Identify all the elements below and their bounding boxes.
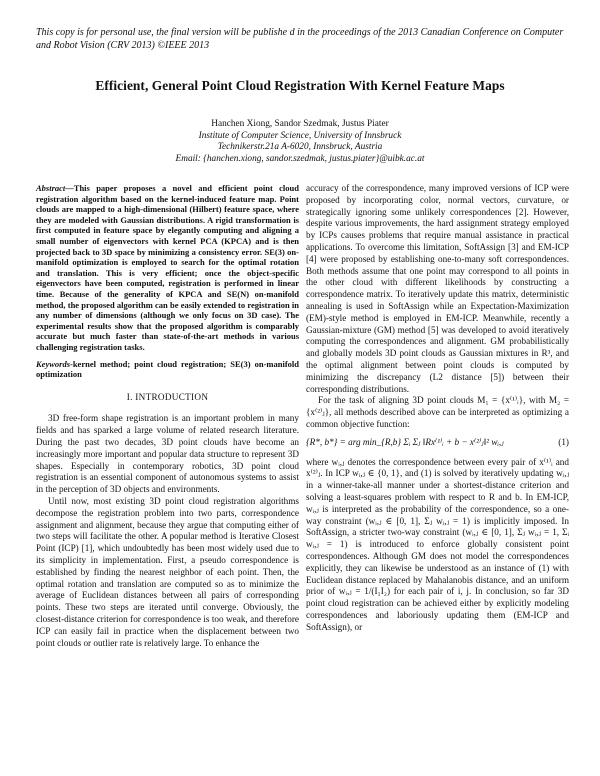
author-names: Hanchen Xiong, Sandor Szedmak, Justus Piater: [211, 119, 389, 129]
author-address: Technikerstr.21a A-6020, Innsbruck, Austria: [217, 142, 383, 153]
right-column: [306, 183, 569, 633]
keywords: [36, 359, 299, 380]
copyright-notice: This copy is for personal use, the final version will be publishe d in the proceedings of the 2013 Canadian Conference on Computer and Robot Vision (CRV 2013) ©IEEE 2013: [36, 27, 564, 51]
keywords-text: -kernel method; point cloud registration; SE(3) on-manifold optimization: [36, 358, 299, 380]
section-heading-introduction: I. INTRODUCTION: [126, 391, 209, 402]
left-column: [36, 183, 299, 649]
paragraph: where wᵢ,ⱼ denotes the correspondence between every pair of x⁽¹⁾ᵢ and x⁽²⁾ⱼ. In ICP wᵢ,ⱼ ∈ {0, 1}, and (1) is solved by iteratively updating wᵢ,ⱼ in a winner-take-all manner under a shortest-distance criterion and solving a least-squares problem with respect to R and b. In EM-ICP, wᵢ,ⱼ is interpreted as the probability of the correspondence, so a one-way constraint (wᵢ,ⱼ ∈ [0, 1], Σⱼ wᵢ,ⱼ = 1) is implicitly imposed. In SoftAssign, a stricter two-way constraint (wᵢ,ⱼ ∈ [0, 1], Σⱼ wᵢ,ⱼ = 1, Σᵢ wᵢ,ⱼ = 1) is introduced to enforce globally consistent point correspondences. Although GM does not model the correspondences explicitly, they can likewise be understood as an instance of (1) with Euclidean distance replaced by Mahalanobis distance, and an uniform prior of wᵢ,ⱼ = 1/(I₁I₂) for each pair of i, j. In conclusion, so far 3D point cloud registration can be achieved either by explicitly modeling correspondences and laboriously updating them (EM-ICP and SoftAssign), or: [306, 456, 569, 632]
author-email: Email: {hanchen.xiong, sandor.szedmak, justus.piater}@uibk.ac.at: [175, 154, 425, 165]
abstract: [36, 183, 299, 353]
equation-body: {R*, b*} = arg min_{R,b} Σᵢ Σⱼ ‖Rx⁽¹⁾ᵢ + b − x⁽²⁾ⱼ‖² wᵢ,ⱼ: [306, 436, 504, 447]
paragraph: For the task of aligning 3D point clouds M₁ = {x⁽¹⁾ᵢ}, with M₂ = {x⁽²⁾ⱼ}, all methods described above can be interpreted as optimizing a common objective function:: [306, 395, 569, 429]
abstract-text: —This paper proposes a novel and efficient point cloud registration algorithm based on the kernel-induced feature map. Point clouds are mapped to a high-dimensional (Hilbert) feature space, where they are modeled with Gaussian distributions. A rigid transformation is first computed in feature space by elegantly computing and aligning a small number of eigenvectors with kernel PCA (KPCA) and is then projected back to 3D space by minimizing a consistency error. SE(3) on-manifold optimization is employed to search for the optimal rotation and translation. This is very efficient; once the object-specific eigenvectors have been computed, registration is performed in linear time. Because of the generality of KPCA and SE(N) on-manifold method, the proposed algorithm can be easily extended to registration in any number of dimensions (although we only focus on 3D case). The experimental results show that the proposed algorithm is comparably accurate but much faster than state-of-the-art methods in various challenging registration tasks.: [36, 183, 299, 352]
author-block: [0, 119, 600, 166]
author-institute: Institute of Computer Science, University of Innsbruck: [198, 130, 402, 141]
paragraph: Until now, most existing 3D point cloud registration algorithms decompose the registration problem into two parts, correspondence assignment and alignment, because they argue that computing either of two steps will facilitate the other. A popular method is Iterative Closest Point (ICP) [1], which undoubtedly has been most widely used due to its simplicity in implementation. First, a pseudo correspondence is established by finding the nearest neighbor of each point. Then, the optimal rotation and translation are computed so as to minimize the average of Euclidean distances between all pairs of corresponding points. These two steps are iterated until converge. Obviously, the closest-distance criterion for correspondence is too weak, and therefore ICP can easily fail in practice when the displacement between two point clouds or outlier rate is relatively large. To enhance the: [36, 496, 299, 648]
paper-title: Efficient, General Point Cloud Registration With Kernel Feature Maps: [95, 78, 505, 93]
equation-1: [306, 437, 569, 449]
abstract-lead: Abstract: [36, 183, 66, 193]
equation-number: (1): [558, 436, 569, 447]
paragraph: 3D free-form shape registration is an important problem in many fields and has sparked a large volume of related research literature. During the past two decades, 3D point clouds have become an increasingly more important and popular data structure to represent 3D shapes. Especially in contemporary robotics, 3D point cloud registration is an essential component of autonomous systems to assist in the perception of 3D objects and environments.: [36, 413, 299, 495]
keywords-lead: Keywords: [36, 358, 70, 369]
paragraph: accuracy of the correspondence, many improved versions of ICP were proposed by incorporating color, normal vectors, curvature, or strategically ignoring some unlikely correspondences [2]. However, despite various improvements, the hard assignment strategy employed by ICPs causes problems that require manual assistance in practical applications. To overcome this limitation, SoftAssign [3] and EM-ICP [4] were proposed by establishing one-to-many soft correspondences. Both methods assume that one point may correspond to all points in the other cloud with different likelihoods by constructing a correspondence matrix. To iteratively update this matrix, deterministic annealing is used in SoftAssign while an Expectation-Maximization (EM)-style method is employed in EM-ICP. Meanwhile, recently a Gaussian-mixture (GM) method [5] was developed to avoid iteratively computing the correspondences and alignment. GM probabilistically and globally models 3D point clouds as Gaussian mixtures in R³, and the optimal alignment between point clouds is computed by minimizing the discrepancy (L2 distance [5]) between their corresponding distributions.: [306, 183, 569, 394]
